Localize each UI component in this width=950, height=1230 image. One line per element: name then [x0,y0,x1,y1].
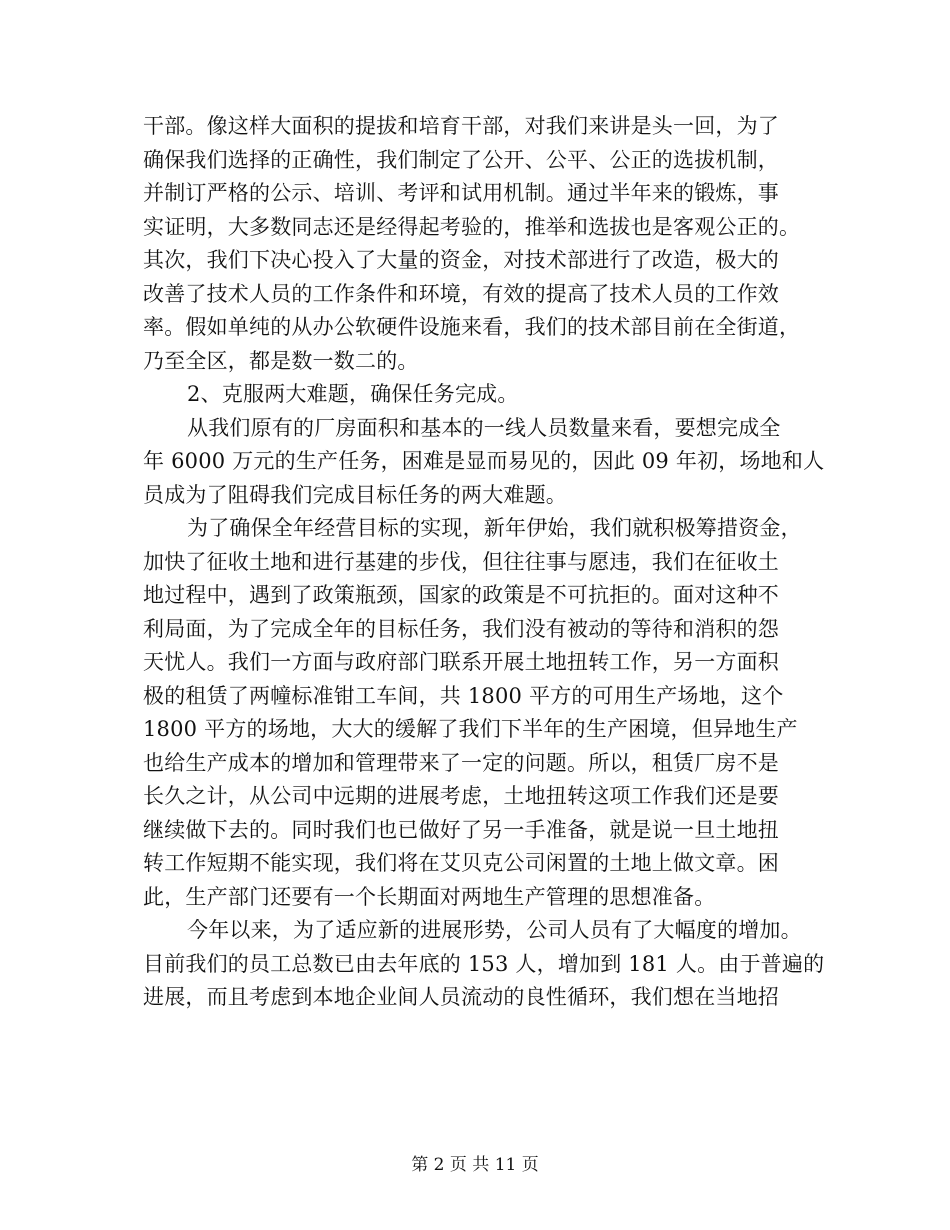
text-line: 干部。像这样大面积的提拔和培育干部，对我们来讲是头一回，为了 [143,114,779,138]
text-line: 地过程中，遇到了政策瓶颈，国家的政策是不可抗拒的。面对这种不 [143,583,779,607]
text-line: 此，生产部门还要有一个长期面对两地生产管理的思想准备。 [143,884,716,909]
text-line: 今年以来，为了适应新的进展形势，公司人员有了大幅度的增加。 [187,918,802,942]
text-line: 年 6000 万元的生产任务，困难是显而易见的，因此 09 年初，场地和人 [143,449,825,473]
text-line: 极的租赁了两幢标准钳工车间，共 1800 平方的可用生产场地，这个 [143,683,784,708]
text-line: 实证明，大多数同志还是经得起考验的，推举和选拔也是客观公正的。 [143,214,801,239]
text-line: 进展，而且考虑到本地企业间人员流动的良性循环，我们想在当地招 [143,985,779,1009]
text-line: 改善了技术人员的工作条件和环境，有效的提高了技术人员的工作效 [143,281,779,306]
body-text [143,110,823,1015]
text-line: 为了确保全年经营目标的实现，新年伊始，我们就积极筹措资金， [187,516,802,540]
text-line: 乃至全区，都是数一数二的。 [143,348,419,373]
text-line: 确保我们选择的正确性，我们制定了公开、公平、公正的选拔机制， [143,147,779,172]
text-line: 1800 平方的场地，大大的缓解了我们下半年的生产困境，但异地生产 [143,717,798,741]
text-line: 从我们原有的厂房面积和基本的一线人员数量来看，要想完成全 [187,415,781,440]
text-line: 其次，我们下决心投入了大量的资金，对技术部进行了改造，极大的 [143,248,779,272]
text-line: 并制订严格的公示、培训、考评和试用机制。通过半年来的锻炼，事 [143,181,779,205]
text-line: 加快了征收土地和进行基建的步伐，但往往事与愿违，我们在征收土 [143,549,779,574]
text-line: 天忧人。我们一方面与政府部门联系开展土地扭转工作，另一方面积 [143,650,779,674]
page-number-footer: 第 2 页 共 11 页 [411,1155,539,1175]
text-line: 利局面，为了完成全年的目标任务，我们没有被动的等待和消积的怨 [143,616,779,641]
text-line: 率。假如单纯的从办公软硬件设施来看，我们的技术部目前在全街道， [143,315,801,339]
text-line: 员成为了阻碍我们完成目标任务的两大难题。 [143,482,567,507]
text-line: 目前我们的员工总数已由去年底的 153 人，增加到 181 人。由于普遍的 [143,951,825,976]
text-line: 转工作短期不能实现，我们将在艾贝克公司闲置的土地上做文章。困 [143,851,779,875]
text-line: 长久之计，从公司中远期的进展考虑，土地扭转这项工作我们还是要 [143,784,779,808]
text-line: 也给生产成本的增加和管理带来了一定的问题。所以，租赁厂房不是 [143,750,779,775]
text-line: 继续做下去的。同时我们也已做好了另一手准备，就是说一旦土地扭 [143,817,779,842]
section-heading: 2、克服两大难题，确保任务完成。 [187,382,519,406]
